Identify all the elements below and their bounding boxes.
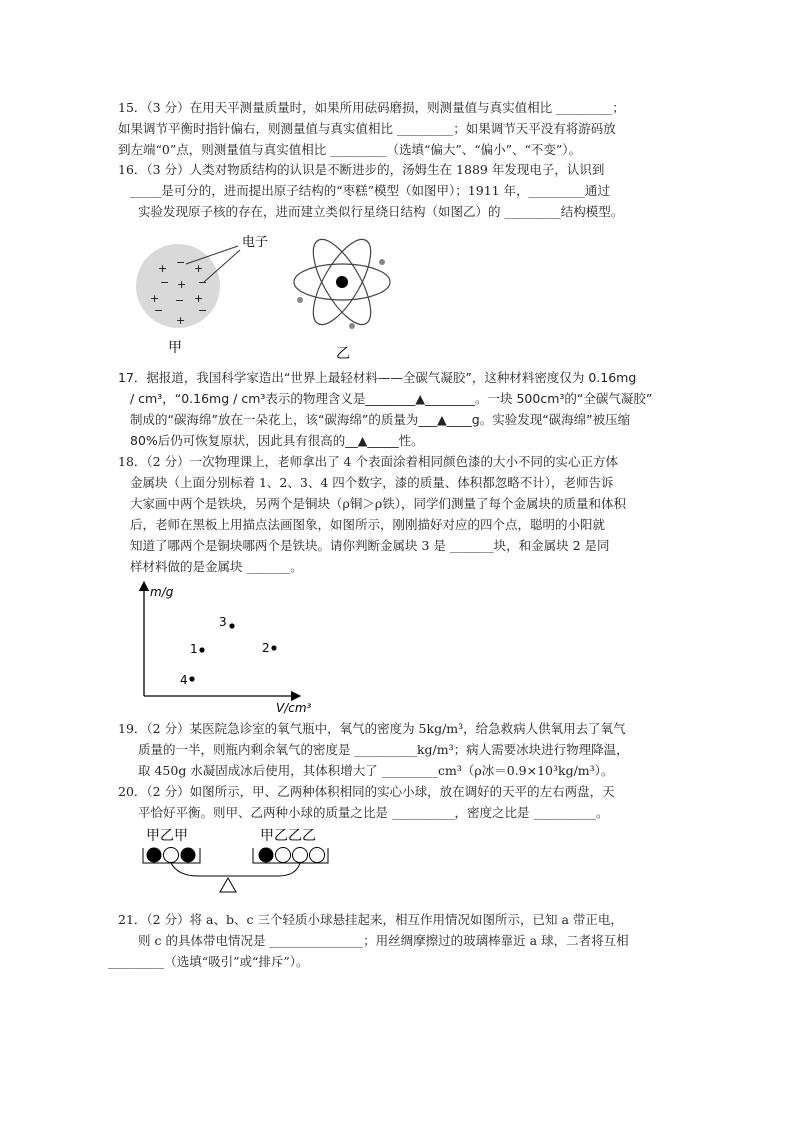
svg-text:2: 2 (262, 641, 270, 655)
ball-yi (310, 848, 325, 863)
ball-jia (147, 848, 162, 863)
q18-line1: 18．（2 分）一次物理课上，老师拿出了 4 个表面涂着相同颜色漆的大小不同的实心正方体 (118, 454, 618, 469)
minus-charge: − (176, 256, 186, 269)
svg-text:3: 3 (219, 615, 227, 629)
point-1 (190, 642, 205, 656)
plus-charge: + (194, 262, 204, 275)
ball-jia (181, 848, 196, 863)
ball-yi (276, 848, 291, 863)
minus-charge: − (175, 294, 185, 307)
q19-line2: 质量的一半，则瓶内剩余氧气的密度是 __________kg/m³；病人需要冰块进行物理降温， (138, 742, 629, 757)
q18-line3: 大家画中两个是铁块，另两个是铜块（ρ铜＞ρ铁），同学们测量了每个金属块的质量和体积 (130, 496, 626, 511)
q15-line3: 到左端“0”点，则测量值与真实值相比 _________（选填“偏大”、“偏小”、“不变”）。 (118, 142, 582, 157)
q16-line1: 16．（3 分）人类对物质结构的认识是不断进步的，汤姆生在 1889 年发现电子，认识到 (118, 162, 605, 177)
electron-dot (349, 323, 355, 329)
svg-text:4: 4 (180, 673, 188, 687)
q19-line3: 取 450g 水凝固成冰后使用，其体积增大了 _________cm³（ρ冰＝0.9×10³kg/m³）。 (138, 763, 614, 778)
q15-line2: 如果调节平衡时指针偏右，则测量值与真实值相比 _________；如果调节天平没有将游码放 (118, 121, 616, 136)
plus-charge: + (176, 314, 186, 327)
plus-charge: + (158, 262, 168, 275)
atom-models-figure (130, 224, 430, 364)
mass-volume-graph (130, 578, 350, 716)
electron-label: 电子 (242, 235, 269, 250)
point-3 (219, 615, 235, 629)
ball-yi (164, 848, 179, 863)
q18-line6: 样材料做的是金属块 _______。 (130, 559, 303, 574)
fig-b-label: 乙 (336, 346, 350, 362)
plus-charge: + (177, 278, 187, 291)
ball-yi (293, 848, 308, 863)
q15-line1: 15．（3 分）在用天平测量质量时，如果所用砝码磨损，则测量值与真实值相比 _________； (118, 100, 625, 115)
q20-line1: 20．（2 分）如图所示，甲、乙两种体积相同的实心小球，放在调好的天平的左右两盘，天 (118, 784, 615, 799)
q17-line2: / cm³，“0.16mg / cm³表示的物理含义是________▲________。一块 500cm³的“全碳气凝胶” (130, 391, 653, 406)
q17-line4: 80%后仍可恢复原状，因此具有很高的__▲_____性。 (130, 433, 424, 448)
q16-line2: _____是可分的，进而提出原子结构的“枣糕”模型（如图甲）；1911 年，_________通过 (130, 183, 610, 198)
nucleus (336, 276, 348, 288)
plus-charge: + (150, 292, 160, 305)
q18-line2: 金属块（上面分别标着 1、2、3、4 四个数字，漆的质量、体积都忽略不计），老师告诉 (130, 475, 614, 490)
x-axis-label: V/cm³ (276, 701, 312, 715)
q21-line1: 21．（2 分）将 a、b、c 三个轻质小球悬挂起来，相互作用情况如图所示，已知 a 带正电， (118, 912, 623, 927)
q18-line5: 知道了哪两个是铜块哪两个是铁块。请你判断金属块 3 是 _______块，和金属块 2 是同 (130, 538, 610, 553)
planetary-atom (294, 231, 390, 332)
minus-charge: − (198, 304, 208, 317)
svg-text:1: 1 (190, 642, 198, 656)
ball-jia (259, 848, 274, 863)
q17-line3: 制成的“碳海绵”放在一朵花上，该“碳海绵”的质量为___▲____g。实验发现“碳海绵”被压缩 (130, 412, 631, 427)
q21-line3: _________（选填“吸引”或“排斥”）。 (108, 954, 309, 969)
q16-line3: 实验发现原子核的存在，进而建立类似行星绕日结构（如图乙）的 _________结构模型。 (138, 204, 624, 219)
point-2 (262, 641, 277, 655)
minus-charge: − (154, 304, 164, 317)
left-pan-label: 甲乙甲 (146, 828, 188, 844)
y-axis-label: m/g (150, 585, 174, 599)
minus-charge: − (198, 276, 208, 289)
fulcrum (220, 878, 236, 892)
point-4 (180, 673, 195, 687)
q19-line1: 19．（2 分）某医院急诊室的氧气瓶中，氧气的密度为 5kg/m³，给急救病人供氧用去了氧气 (118, 721, 626, 736)
balance-figure (138, 826, 358, 896)
q20-line2: 平恰好平衡。则甲、乙两种小球的质量之比是 __________，密度之比是 __________。 (138, 805, 609, 820)
electron-dot (297, 297, 303, 303)
minus-charge: − (160, 276, 170, 289)
balance-beam (171, 863, 300, 876)
q17-line1: 17．据报道，我国科学家造出“世界上最轻材料——全碳气凝胶”，这种材料密度仅为 0.16mg (118, 370, 637, 385)
right-pan-label: 甲乙乙乙 (260, 828, 316, 844)
fig-a-label: 甲 (168, 340, 182, 356)
q18-line4: 后，老师在黑板上用描点法画图象，如图所示，刚刚描好对应的四个点，聪明的小阳就 (130, 517, 606, 532)
plus-charge: + (194, 292, 204, 305)
electron-dot (379, 259, 385, 265)
q21-line2: 则 c 的具体带电情况是 _______________；用丝绸摩擦过的玻璃棒靠近 a 球，二者将互相 (138, 933, 629, 948)
